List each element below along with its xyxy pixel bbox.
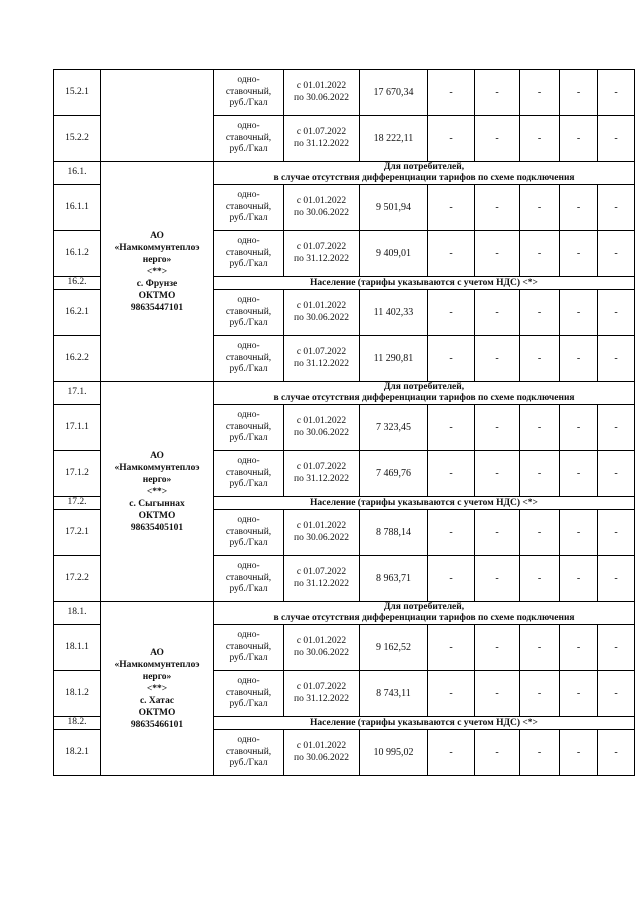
- empty-value-dash: -: [428, 336, 475, 382]
- tariff-period-line: по 30.06.2022: [294, 207, 349, 218]
- empty-value-dash: -: [520, 185, 560, 231]
- tariff-unit-line: одно-: [237, 295, 260, 306]
- section-header-line: Население (тарифы указываются с учетом НДС) <*>: [310, 497, 538, 508]
- table-row: [54, 70, 635, 116]
- tariff-unit: [214, 510, 284, 556]
- tariff-period-line: по 30.06.2022: [294, 312, 349, 323]
- tariff-value: 9 162,52: [360, 625, 428, 671]
- tariff-period-line: с 01.01.2022: [296, 196, 347, 206]
- empty-value-dash: -: [428, 405, 475, 451]
- empty-value-dash: -: [598, 510, 635, 556]
- tariff-period-line: с 01.07.2022: [296, 242, 347, 252]
- empty-value-dash: -: [475, 70, 520, 116]
- tariff-period-line: по 30.06.2022: [294, 92, 349, 103]
- empty-value-dash: -: [598, 625, 635, 671]
- tariff-period-line: по 31.12.2022: [294, 693, 349, 704]
- tariff-unit-line: руб./Гкал: [229, 479, 268, 490]
- tariff-unit: [214, 290, 284, 336]
- tariff-unit-line: одно-: [237, 515, 260, 526]
- tariff-period: [284, 730, 360, 776]
- tariff-unit-line: руб./Гкал: [229, 699, 268, 710]
- organization-cell: [101, 602, 214, 776]
- empty-value-dash: -: [560, 185, 598, 231]
- tariff-unit: [214, 730, 284, 776]
- organization-line: <**>: [146, 486, 168, 497]
- tariff-unit-line: одно-: [237, 236, 260, 247]
- tariff-unit-line: одно-: [237, 190, 260, 201]
- organization-line: АО: [150, 450, 164, 461]
- tariff-unit-line: одно-: [237, 410, 260, 421]
- tariff-value: 17 670,34: [360, 70, 428, 116]
- empty-value-dash: -: [560, 451, 598, 497]
- section-header: [214, 382, 635, 405]
- empty-value-dash: -: [475, 185, 520, 231]
- tariff-unit-line: ставочный,: [225, 526, 272, 537]
- empty-value-dash: -: [428, 730, 475, 776]
- tariff-period-line: с 01.01.2022: [296, 81, 347, 91]
- tariff-period-line: по 31.12.2022: [294, 138, 349, 149]
- empty-value-dash: -: [560, 405, 598, 451]
- tariff-period-line: по 31.12.2022: [294, 578, 349, 589]
- tariff-value: 8 788,14: [360, 510, 428, 556]
- tariff-period-line: по 31.12.2022: [294, 473, 349, 484]
- empty-value-dash: -: [560, 671, 598, 717]
- empty-value-dash: -: [560, 510, 598, 556]
- section-header: [214, 277, 635, 290]
- organization-line: АО: [150, 647, 164, 658]
- empty-value-dash: -: [598, 231, 635, 277]
- tariff-period-line: по 30.06.2022: [294, 427, 349, 438]
- tariff-unit-line: ставочный,: [225, 746, 272, 757]
- section-header-line: Население (тарифы указываются с учетом НДС) <*>: [310, 277, 538, 288]
- tariff-period: [284, 290, 360, 336]
- tariff-unit-line: ставочный,: [225, 572, 272, 583]
- tariff-unit-line: ставочный,: [225, 132, 272, 143]
- empty-value-dash: -: [520, 231, 560, 277]
- empty-value-dash: -: [475, 510, 520, 556]
- tariff-unit-line: одно-: [237, 561, 260, 572]
- organization-cell: [101, 382, 214, 602]
- empty-value-dash: -: [475, 451, 520, 497]
- tariff-unit: [214, 116, 284, 162]
- tariff-unit-line: руб./Гкал: [229, 584, 268, 595]
- tariff-period: [284, 70, 360, 116]
- organization-line: «Намкоммунтеплоэ: [114, 659, 200, 670]
- empty-value-dash: -: [520, 730, 560, 776]
- row-number: 17.1.2: [54, 451, 101, 497]
- tariff-period: [284, 625, 360, 671]
- row-number: 16.1.2: [54, 231, 101, 277]
- tariff-period: [284, 556, 360, 602]
- tariff-period-line: по 31.12.2022: [294, 358, 349, 369]
- organization-line: ОКТМО: [138, 290, 176, 301]
- empty-value-dash: -: [428, 556, 475, 602]
- empty-value-dash: -: [428, 116, 475, 162]
- tariff-period: [284, 451, 360, 497]
- tariff-period-line: с 01.01.2022: [296, 416, 347, 426]
- empty-value-dash: -: [598, 405, 635, 451]
- section-header-line: Население (тарифы указываются с учетом НДС) <*>: [310, 717, 538, 728]
- section-header-line: Для потребителей,: [383, 162, 465, 172]
- tariff-unit-line: ставочный,: [225, 247, 272, 258]
- section-header-line: в случае отсутствия дифференциации тарифов по схеме подключения: [273, 393, 575, 403]
- tariff-unit-line: руб./Гкал: [229, 259, 268, 270]
- tariff-value: 8 743,11: [360, 671, 428, 717]
- organization-line: 98635466101: [130, 719, 184, 730]
- empty-value-dash: -: [428, 290, 475, 336]
- tariff-value: 7 323,45: [360, 405, 428, 451]
- tariff-unit-line: ставочный,: [225, 687, 272, 698]
- organization-line: 98635405101: [130, 522, 184, 533]
- tariff-period-line: с 01.07.2022: [296, 462, 347, 472]
- tariff-value: 10 995,02: [360, 730, 428, 776]
- tariff-period: [284, 336, 360, 382]
- tariff-unit-line: ставочный,: [225, 306, 272, 317]
- row-number: 17.2.1: [54, 510, 101, 556]
- section-header-row: [54, 162, 635, 185]
- tariff-table-body: [54, 70, 635, 776]
- empty-value-dash: -: [520, 625, 560, 671]
- tariff-unit: [214, 185, 284, 231]
- tariff-period-line: с 01.01.2022: [296, 521, 347, 531]
- empty-value-dash: -: [560, 625, 598, 671]
- tariff-unit-line: руб./Гкал: [229, 364, 268, 375]
- tariff-value: 7 469,76: [360, 451, 428, 497]
- tariff-unit-line: одно-: [237, 75, 260, 86]
- row-number: 17.2.2: [54, 556, 101, 602]
- row-number: 18.1.: [54, 602, 101, 625]
- empty-value-dash: -: [560, 231, 598, 277]
- tariff-value: 18 222,11: [360, 116, 428, 162]
- tariff-value: 9 409,01: [360, 231, 428, 277]
- section-header: [214, 497, 635, 510]
- row-number: 16.1.1: [54, 185, 101, 231]
- empty-value-dash: -: [598, 185, 635, 231]
- empty-value-dash: -: [598, 556, 635, 602]
- empty-value-dash: -: [428, 185, 475, 231]
- tariff-period: [284, 510, 360, 556]
- tariff-unit-line: одно-: [237, 735, 260, 746]
- tariff-unit-line: одно-: [237, 121, 260, 132]
- tariff-unit-line: руб./Гкал: [229, 433, 268, 444]
- tariff-value: 9 501,94: [360, 185, 428, 231]
- section-header-row: [54, 382, 635, 405]
- tariff-period-line: с 01.07.2022: [296, 682, 347, 692]
- empty-value-dash: -: [520, 336, 560, 382]
- tariff-unit: [214, 625, 284, 671]
- empty-value-dash: -: [560, 556, 598, 602]
- empty-value-dash: -: [475, 336, 520, 382]
- empty-value-dash: -: [428, 451, 475, 497]
- tariff-period-line: с 01.01.2022: [296, 636, 347, 646]
- tariff-period-line: с 01.07.2022: [296, 567, 347, 577]
- organization-line: нерго»: [142, 474, 172, 485]
- empty-value-dash: -: [598, 290, 635, 336]
- empty-value-dash: -: [475, 625, 520, 671]
- organization-cell: [101, 162, 214, 382]
- row-number: 17.2.: [54, 497, 101, 510]
- tariff-value: 8 963,71: [360, 556, 428, 602]
- organization-line: ОКТМО: [138, 510, 176, 521]
- empty-value-dash: -: [598, 451, 635, 497]
- empty-value-dash: -: [598, 116, 635, 162]
- empty-value-dash: -: [520, 556, 560, 602]
- tariff-unit: [214, 451, 284, 497]
- empty-value-dash: -: [598, 70, 635, 116]
- tariff-unit: [214, 671, 284, 717]
- tariff-period: [284, 116, 360, 162]
- tariff-unit-line: руб./Гкал: [229, 318, 268, 329]
- tariff-period-line: по 31.12.2022: [294, 253, 349, 264]
- organization-line: АО: [150, 230, 164, 241]
- tariff-period-line: по 30.06.2022: [294, 752, 349, 763]
- organization-line: с. Хатас: [139, 695, 175, 706]
- tariff-value: 11 402,33: [360, 290, 428, 336]
- tariff-unit-line: руб./Гкал: [229, 758, 268, 769]
- empty-value-dash: -: [598, 336, 635, 382]
- row-number: 18.1.1: [54, 625, 101, 671]
- organization-line: с. Сыгыннах: [129, 498, 185, 509]
- section-header-line: в случае отсутствия дифференциации тарифов по схеме подключения: [273, 613, 575, 623]
- section-header-row: [54, 602, 635, 625]
- section-header: [214, 717, 635, 730]
- organization-line: <**>: [146, 266, 168, 277]
- empty-value-dash: -: [475, 671, 520, 717]
- empty-value-dash: -: [428, 70, 475, 116]
- empty-value-dash: -: [475, 116, 520, 162]
- row-number: 17.1.: [54, 382, 101, 405]
- organization-line: нерго»: [142, 671, 172, 682]
- tariff-period-line: с 01.07.2022: [296, 347, 347, 357]
- organization-cell: [101, 70, 214, 162]
- tariff-unit-line: руб./Гкал: [229, 98, 268, 109]
- section-header: [214, 602, 635, 625]
- empty-value-dash: -: [428, 671, 475, 717]
- tariff-value: 11 290,81: [360, 336, 428, 382]
- row-number: 17.1.1: [54, 405, 101, 451]
- tariff-period: [284, 671, 360, 717]
- empty-value-dash: -: [520, 671, 560, 717]
- tariff-period-line: по 30.06.2022: [294, 647, 349, 658]
- tariff-unit-line: руб./Гкал: [229, 213, 268, 224]
- empty-value-dash: -: [560, 116, 598, 162]
- empty-value-dash: -: [560, 730, 598, 776]
- section-header-line: в случае отсутствия дифференциации тарифов по схеме подключения: [273, 173, 575, 183]
- section-header-line: Для потребителей,: [383, 602, 465, 612]
- empty-value-dash: -: [520, 451, 560, 497]
- tariff-unit-line: одно-: [237, 456, 260, 467]
- organization-line: <**>: [146, 683, 168, 694]
- tariff-unit-line: руб./Гкал: [229, 653, 268, 664]
- row-number: 18.1.2: [54, 671, 101, 717]
- organization-line: нерго»: [142, 254, 172, 265]
- tariff-period: [284, 405, 360, 451]
- empty-value-dash: -: [598, 671, 635, 717]
- empty-value-dash: -: [428, 625, 475, 671]
- tariff-unit-line: ставочный,: [225, 467, 272, 478]
- empty-value-dash: -: [560, 70, 598, 116]
- tariff-period: [284, 231, 360, 277]
- tariff-unit-line: руб./Гкал: [229, 538, 268, 549]
- tariff-unit: [214, 556, 284, 602]
- empty-value-dash: -: [475, 290, 520, 336]
- organization-line: «Намкоммунтеплоэ: [114, 462, 200, 473]
- tariff-period: [284, 185, 360, 231]
- tariff-unit-line: ставочный,: [225, 201, 272, 212]
- tariff-unit: [214, 336, 284, 382]
- tariff-unit: [214, 231, 284, 277]
- empty-value-dash: -: [520, 70, 560, 116]
- organization-line: с. Фрунзе: [136, 278, 178, 289]
- tariff-unit-line: ставочный,: [225, 641, 272, 652]
- tariff-unit: [214, 70, 284, 116]
- row-number: 16.2.: [54, 277, 101, 290]
- section-header-line: Для потребителей,: [383, 382, 465, 392]
- empty-value-dash: -: [520, 405, 560, 451]
- empty-value-dash: -: [598, 730, 635, 776]
- empty-value-dash: -: [520, 116, 560, 162]
- tariff-unit-line: одно-: [237, 676, 260, 687]
- row-number: 15.2.2: [54, 116, 101, 162]
- tariff-period-line: по 30.06.2022: [294, 532, 349, 543]
- organization-line: ОКТМО: [138, 707, 176, 718]
- section-header: [214, 162, 635, 185]
- empty-value-dash: -: [475, 730, 520, 776]
- tariff-period-line: с 01.01.2022: [296, 741, 347, 751]
- empty-value-dash: -: [475, 231, 520, 277]
- organization-line: 98635447101: [130, 302, 184, 313]
- empty-value-dash: -: [428, 510, 475, 556]
- tariff-unit-line: ставочный,: [225, 86, 272, 97]
- row-number: 16.2.2: [54, 336, 101, 382]
- tariff-period-line: с 01.01.2022: [296, 301, 347, 311]
- empty-value-dash: -: [520, 510, 560, 556]
- empty-value-dash: -: [475, 556, 520, 602]
- empty-value-dash: -: [560, 290, 598, 336]
- tariff-unit-line: руб./Гкал: [229, 144, 268, 155]
- tariff-unit-line: ставочный,: [225, 421, 272, 432]
- row-number: 18.2.: [54, 717, 101, 730]
- empty-value-dash: -: [428, 231, 475, 277]
- empty-value-dash: -: [475, 405, 520, 451]
- empty-value-dash: -: [520, 290, 560, 336]
- organization-line: «Намкоммунтеплоэ: [114, 242, 200, 253]
- row-number: 16.1.: [54, 162, 101, 185]
- tariff-table: [53, 69, 635, 776]
- tariff-unit-line: ставочный,: [225, 352, 272, 363]
- row-number: 16.2.1: [54, 290, 101, 336]
- tariff-unit: [214, 405, 284, 451]
- tariff-unit-line: одно-: [237, 630, 260, 641]
- tariff-period-line: с 01.07.2022: [296, 127, 347, 137]
- empty-value-dash: -: [560, 336, 598, 382]
- row-number: 18.2.1: [54, 730, 101, 776]
- tariff-unit-line: одно-: [237, 341, 260, 352]
- tariff-table-page: [53, 69, 618, 776]
- row-number: 15.2.1: [54, 70, 101, 116]
